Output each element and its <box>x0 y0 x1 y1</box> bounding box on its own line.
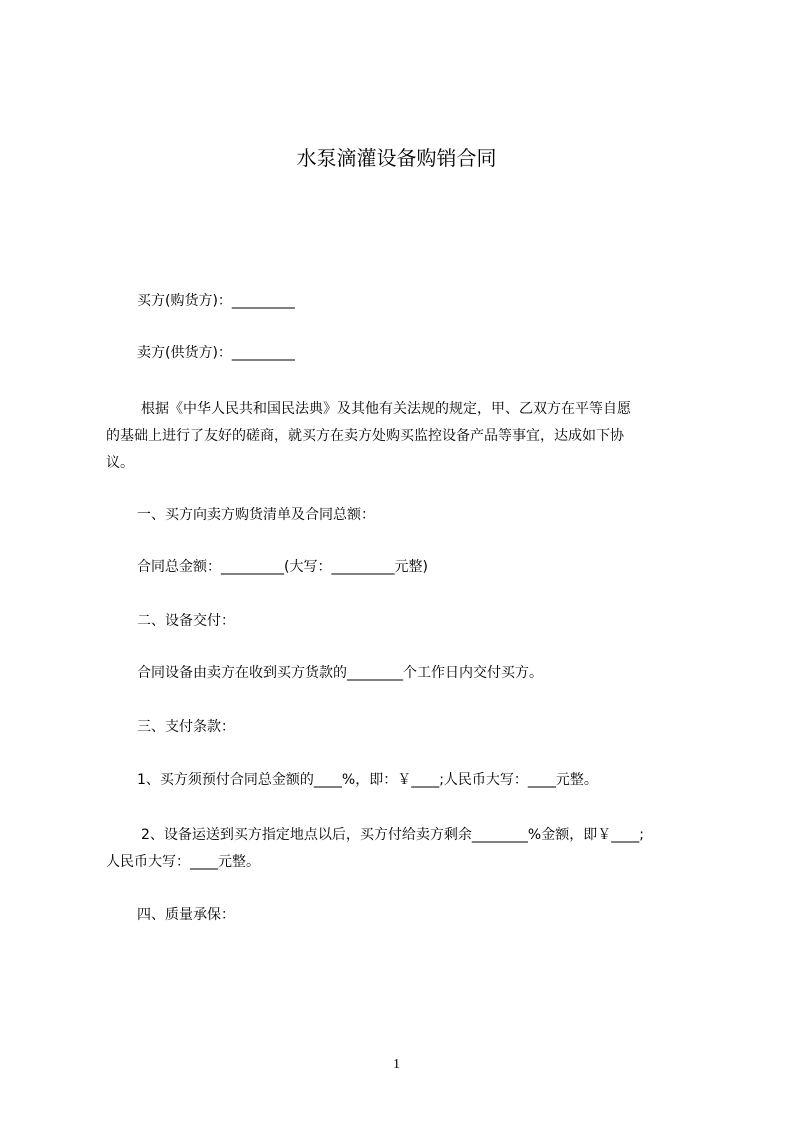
seller-line: 卖方(供货方)：_________ <box>137 345 295 361</box>
section-heading-2: 二、设备交付： <box>137 613 235 629</box>
section-heading-3: 三、支付条款： <box>137 719 235 735</box>
payment-clause-1: 1、买方须预付合同总金额的____%，即：￥____;人民币大写：____元整。 <box>137 772 598 788</box>
payment-clause-2-line-2: 人民币大写：____元整。 <box>106 854 260 870</box>
intro-paragraph-line-1: 根据《中华人民共和国民法典》及其他有关法规的规定，甲、乙双方在平等自愿 <box>141 401 631 417</box>
contract-title: 水泵滴灌设备购销合同 <box>296 146 497 170</box>
total-amount-line: 合同总金额：_________(大写：_________元整) <box>137 559 428 575</box>
section-heading-1: 一、买方向卖方购货清单及合同总额： <box>137 507 375 523</box>
buyer-line: 买方(购货方)：_________ <box>137 293 295 309</box>
section-heading-4: 四、质量承保： <box>137 907 235 923</box>
intro-paragraph-line-3: 议。 <box>106 455 134 471</box>
intro-paragraph-line-2: 的基础上进行了友好的磋商，就买方在卖方处购买监控设备产品等事宜，达成如下协 <box>106 428 624 444</box>
page-number: 1 <box>393 1057 400 1072</box>
payment-clause-2-line-1: 2、设备运送到买方指定地点以后，买方付给卖方剩余________%金额，即￥____; <box>141 827 644 843</box>
delivery-line: 合同设备由卖方在收到买方货款的________个工作日内交付买方。 <box>137 665 543 681</box>
